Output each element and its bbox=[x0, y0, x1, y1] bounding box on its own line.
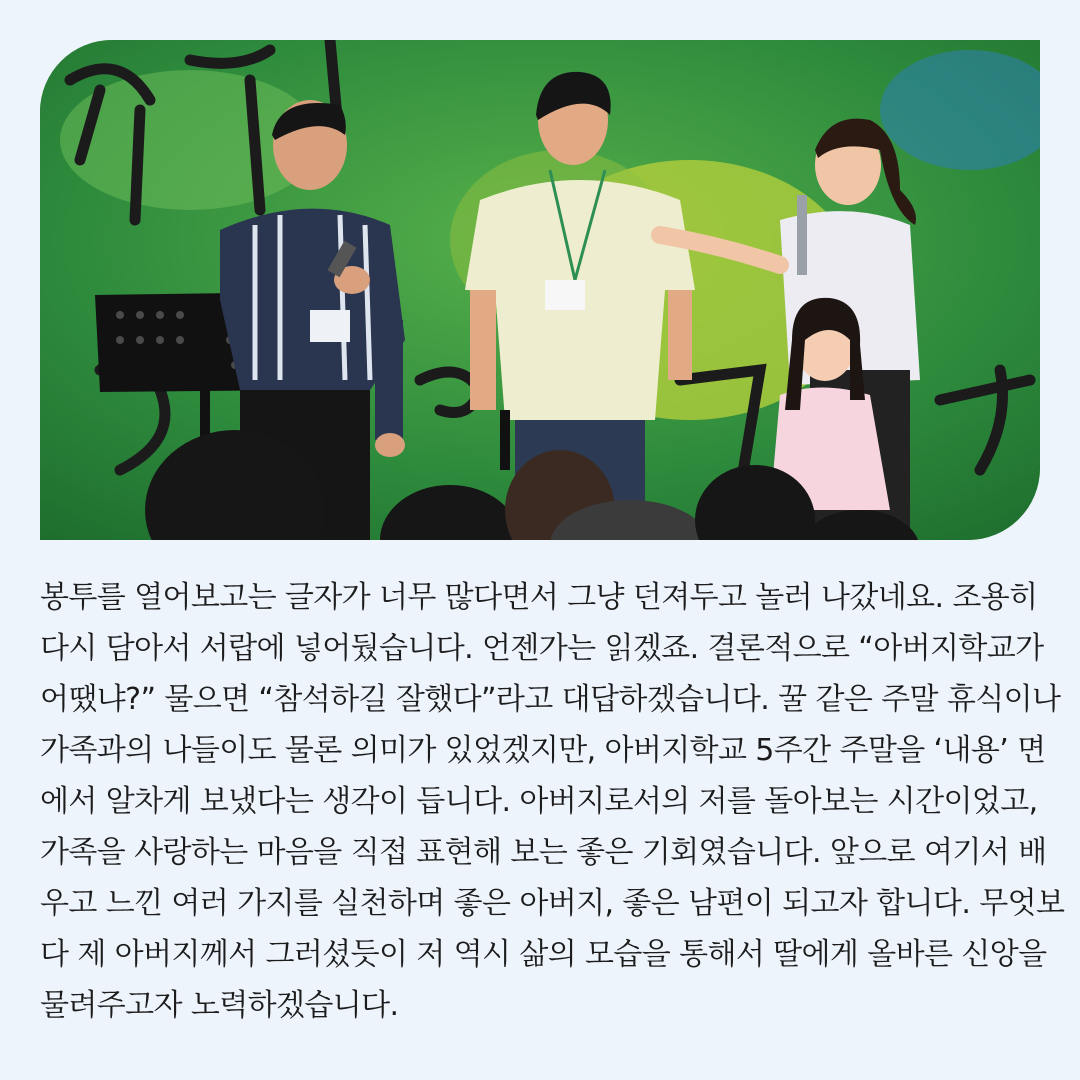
paragraph-line: 어땠냐?” 물으면 “참석하길 잘했다”라고 대답하겠습니다. 꿀 같은 주말 휴식이나 bbox=[40, 682, 1061, 717]
paragraph-line: 봉투를 열어보고는 글자가 너무 많다면서 그냥 던져두고 놀러 나갔네요. 조용히 bbox=[40, 580, 1038, 615]
paragraph-line: 물려주고자 노력하겠습니다. bbox=[40, 988, 399, 1023]
stage-photo-illustration bbox=[40, 40, 1040, 540]
paragraph-line: 에서 알차게 보냈다는 생각이 듭니다. 아버지로서의 저를 돌아보는 시간이었고, bbox=[40, 784, 1038, 819]
paragraph-line: 다시 담아서 서랍에 넣어뒀습니다. 언젠가는 읽겠죠. 결론적으로 “아버지학교가 bbox=[40, 631, 1044, 666]
stage-photo bbox=[40, 40, 1040, 540]
microphone bbox=[797, 195, 807, 275]
testimonial-paragraph bbox=[40, 572, 1065, 1031]
paragraph-line: 가족을 사랑하는 마음을 직접 표현해 보는 좋은 기회였습니다. 앞으로 여기서 배 bbox=[40, 835, 1047, 870]
paragraph-line: 가족과의 나들이도 물론 의미가 있었겠지만, 아버지학교 5주간 주말을 ‘내용’ 면 bbox=[40, 733, 1046, 768]
paragraph-line: 우고 느낀 여러 가지를 실천하며 좋은 아버지, 좋은 남편이 되고자 합니다. 무엇보 bbox=[40, 886, 1065, 921]
paragraph-line: 다 제 아버지께서 그러셨듯이 저 역시 삶의 모습을 통해서 딸에게 올바른 신앙을 bbox=[40, 937, 1047, 972]
